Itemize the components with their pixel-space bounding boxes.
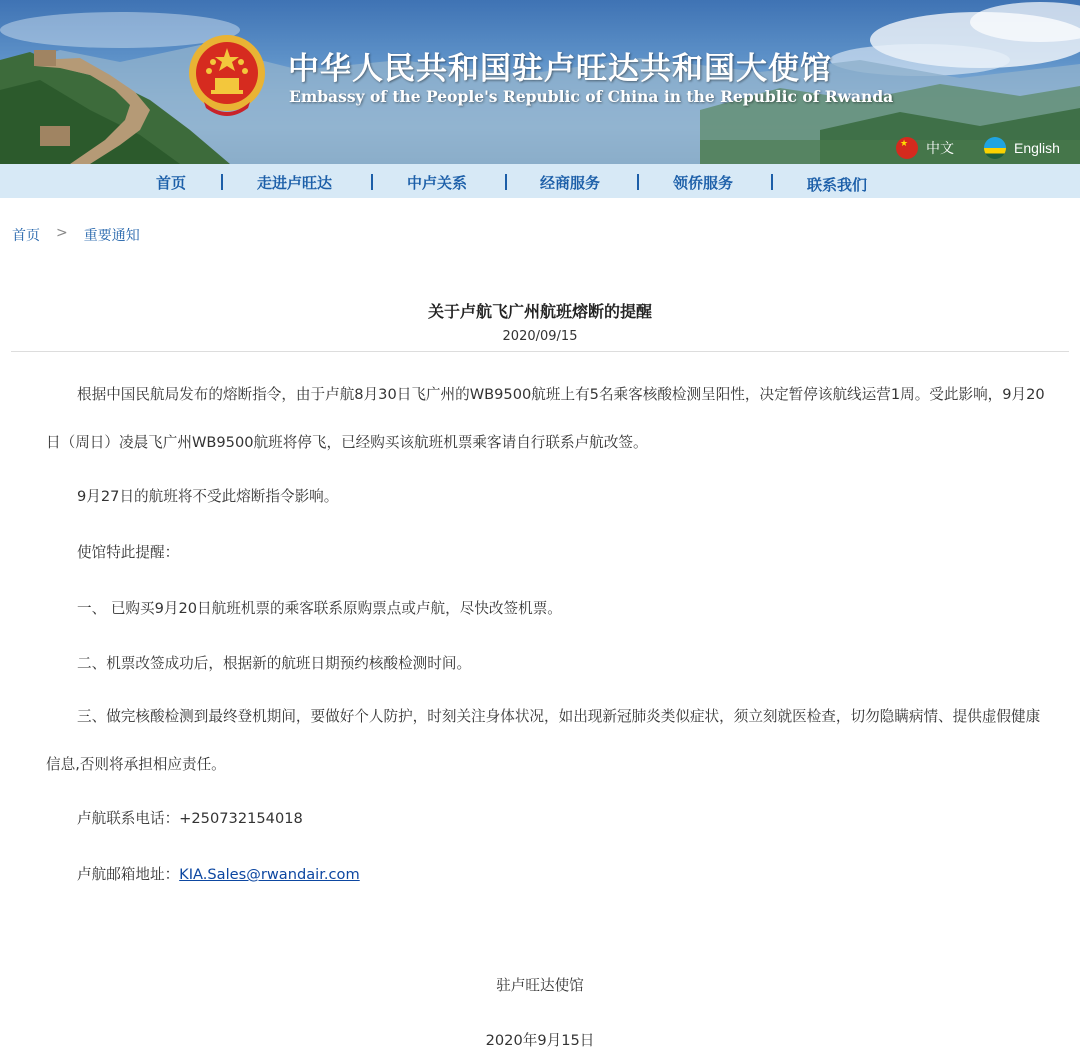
signature: 驻卢旺达使馆 bbox=[496, 977, 584, 994]
nav-separator bbox=[771, 174, 773, 190]
article-date: 2020/09/15 bbox=[502, 329, 578, 344]
signature-date: 2020年9月15日 bbox=[485, 1032, 595, 1049]
nav-separator bbox=[221, 174, 223, 190]
breadcrumb-arrow-icon: > bbox=[56, 225, 68, 241]
nav-item-home[interactable]: 首页 bbox=[156, 174, 187, 192]
breadcrumb-current[interactable]: 重要通知 bbox=[83, 228, 140, 244]
article-paragraph: 使馆特此提醒： bbox=[77, 544, 180, 561]
breadcrumb bbox=[12, 225, 140, 245]
nav-separator bbox=[371, 174, 373, 190]
language-switch-cn[interactable] bbox=[896, 137, 954, 159]
phone-label: 卢航联系电话： bbox=[77, 810, 180, 827]
article-paragraph: 9月27日的航班将不受此熔断指令影响。 bbox=[77, 488, 339, 505]
china-flag-icon bbox=[896, 137, 918, 159]
article-title: 关于卢航飞广州航班熔断的提醒 bbox=[427, 302, 652, 321]
phone-number: +250732154018 bbox=[179, 810, 303, 827]
language-switch-en[interactable] bbox=[984, 137, 1060, 159]
national-emblem-icon bbox=[186, 32, 268, 122]
nav-item-about-rwanda[interactable]: 走进卢旺达 bbox=[257, 174, 333, 192]
nav-item-business[interactable]: 经商服务 bbox=[540, 174, 601, 192]
divider bbox=[11, 351, 1069, 352]
article-paragraph: 一、 已购买9月20日航班机票的乘客联系原购票点或卢航，尽快改签机票。 bbox=[77, 600, 562, 617]
rwanda-flag-icon bbox=[984, 137, 1006, 159]
email-link[interactable]: KIA.Sales@rwandair.com bbox=[179, 866, 360, 883]
article-paragraph: 二、机票改签成功后，根据新的航班日期预约核酸检测时间。 bbox=[77, 655, 472, 672]
email-line bbox=[77, 863, 1077, 884]
site-title-en: Embassy of the People's Republic of China in the Republic of Rwanda bbox=[289, 87, 894, 106]
site-title-cn: 中华人民共和国驻卢旺达共和国大使馆 bbox=[288, 51, 832, 87]
email-label: 卢航邮箱地址： bbox=[77, 866, 180, 883]
breadcrumb-home[interactable]: 首页 bbox=[12, 228, 40, 244]
language-label-cn: 中文 bbox=[926, 140, 954, 156]
nav-item-contact[interactable]: 联系我们 bbox=[807, 176, 868, 194]
phone-line bbox=[77, 807, 1077, 828]
article-paragraph: 三、做完核酸检测到最终登机期间，要做好个人防护，时刻关注身体状况，如出现新冠肺炎类似症状，须立刻就医检查，切勿隐瞒病情、提供虚假健康信息,否则将承担相应责任。 bbox=[46, 708, 1041, 773]
header-banner bbox=[0, 0, 1080, 164]
nav-separator bbox=[637, 174, 639, 190]
main-nav bbox=[0, 164, 1080, 198]
article-paragraph: 根据中国民航局发布的熔断指令，由于卢航8月30日飞广州的WB9500航班上有5名乘客核酸检测呈阳性，决定暂停该航线运营1周。受此影响，9月20日（周日）凌晨飞广州WB9500航班将停飞，已经购买该航班机票乘客请自行联系卢航改签。 bbox=[46, 386, 1045, 451]
nav-item-consular[interactable]: 领侨服务 bbox=[673, 174, 734, 192]
nav-separator bbox=[505, 174, 507, 190]
nav-item-relations[interactable]: 中卢关系 bbox=[407, 174, 468, 192]
language-label-en: English bbox=[1014, 140, 1060, 156]
